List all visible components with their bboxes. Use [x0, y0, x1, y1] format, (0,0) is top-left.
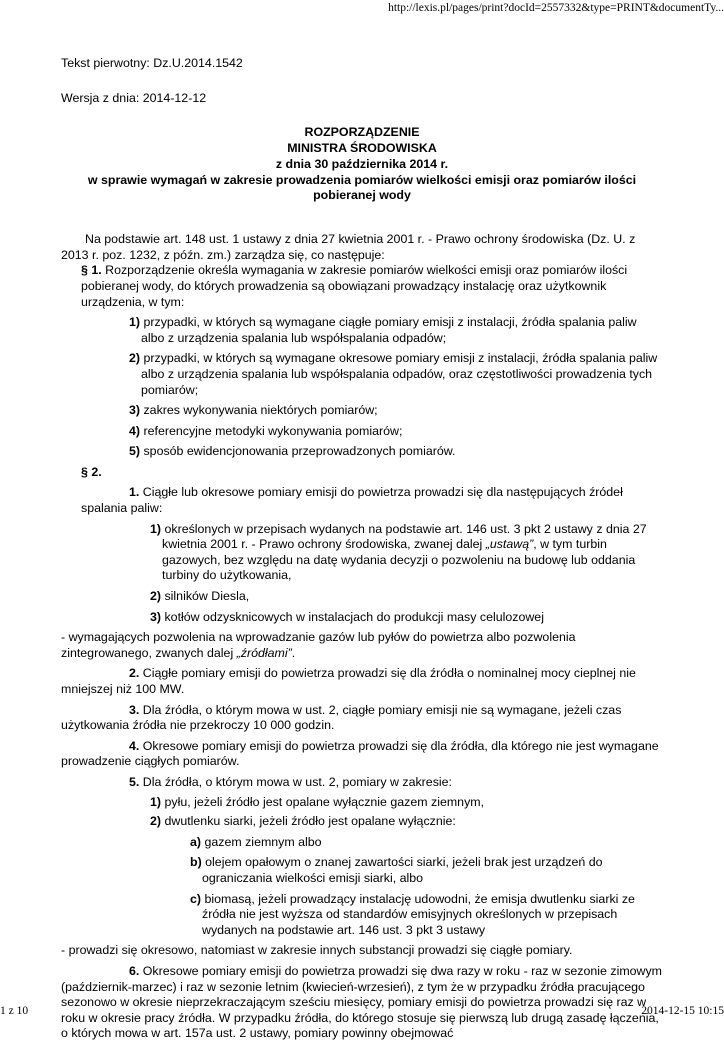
title-line: z dnia 30 października 2014 r.	[275, 156, 449, 171]
list-item	[129, 403, 663, 419]
list-item	[129, 444, 663, 460]
document-body	[61, 56, 663, 1042]
item-number: 3)	[150, 609, 162, 624]
item-number: 3)	[129, 403, 141, 418]
item-text: biomasą, jeżeli prowadzący instalację udowodni, że emisja dwutlenku siarki ze źródła nie jest wyższa od standardów emisyjnych określonych w przepisach wydanych na podstawie art. 146 ust. 3 pkt 3 ustawy	[202, 891, 635, 937]
section-2	[81, 465, 663, 481]
list-item	[150, 610, 663, 626]
sub-item	[190, 835, 663, 851]
sub-item	[190, 892, 663, 939]
section-mark: § 1.	[81, 263, 102, 278]
item-text: olejem opałowym o znanej zawartości siarki, jeżeli brak jest urządzeń do ograniczania wielkości emisji siarki, albo	[202, 855, 603, 885]
item-letter: c)	[190, 891, 202, 906]
section-text: Rozporządzenie określa wymagania w zakresie pomiarów wielkości emisji oraz pomiarów ilości pobieranej wody, do których prowadzenia są obowiązani prowadzący instalację oraz użytkownik urządzenia, w tym:	[81, 263, 628, 309]
paragraph-text: Ciągłe lub okresowe pomiary emisji do powietrza prowadzi się dla następujących źródeł spalania paliw:	[81, 485, 623, 516]
list-item	[150, 522, 663, 584]
list-item	[129, 315, 663, 346]
title-line: MINISTRA ŚRODOWISKA	[287, 140, 437, 155]
item-text: dwutlenku siarki, jeżeli źródło jest opalane wyłącznie:	[164, 814, 456, 829]
item-number: 4)	[129, 423, 141, 438]
print-datetime: 2014-12-15 10:15	[641, 1005, 724, 1018]
paragraph-text: Dla źródła, o którym mowa w ust. 2, pomiary w zakresie:	[142, 774, 452, 789]
paragraph-1	[81, 485, 663, 516]
list-item	[129, 424, 663, 440]
sub-item	[190, 855, 663, 886]
document-title	[61, 125, 663, 204]
paragraph-5	[61, 775, 663, 791]
paragraph-number: 6.	[129, 963, 140, 978]
list-item	[150, 795, 663, 811]
list-item	[150, 589, 663, 605]
original-text-line: Tekst pierwotny: Dz.U.2014.1542	[61, 56, 243, 70]
paragraph-number: 4.	[129, 738, 140, 753]
item-text: pyłu, jeżeli źródło jest opalane wyłącznie gazem ziemnym,	[164, 794, 485, 809]
item-text: określonych w przepisach wydanych na podstawie art. 146 ust. 3 pkt 2 ustawy z dnia 27 kwietnia 2001 r. - Prawo ochrony środowiska, zwanej dalej „ustawą”, w tym turbin gazowych, bez względu na datę wydania decyzji o pozwoleniu na budowę lub oddania turbiny do użytkowania,	[162, 521, 647, 583]
paragraph-number: 2.	[129, 666, 140, 681]
item-number: 2)	[150, 814, 162, 829]
section-1	[81, 263, 663, 310]
title-line: ROZPORZĄDZENIE	[304, 125, 420, 140]
item-text: silników Diesla,	[164, 589, 250, 604]
paragraph-text: Dla źródła, o którym mowa w ust. 2, ciągłe pomiary emisji nie są wymagane, jeżeli czas użytkowania źródła nie przekroczy 10 000 godzin.	[61, 702, 622, 733]
intro-paragraph: Na podstawie art. 148 ust. 1 ustawy z dnia 27 kwietnia 2001 r. - Prawo ochrony środowiska (Dz. U. z 2013 r. poz. 1232, z późn. zm.) zarządza się, co następuje:	[61, 232, 636, 262]
paragraph-3	[61, 703, 663, 734]
item-number: 5)	[129, 444, 141, 459]
item-text: sposób ewidencjonowania przeprowadzonych pomiarów.	[143, 444, 456, 459]
item-text: kotłów odzysknicowych w instalacjach do produkcji masy celulozowej	[164, 609, 544, 624]
title-line: w sprawie wymagań w zakresie prowadzenia pomiarów wielkości emisji oraz pomiarów ilości pobieranej wody	[87, 172, 637, 203]
paragraph-6	[61, 964, 663, 1042]
item-number: 2)	[129, 351, 141, 366]
item-text: referencyjne metodyki wykonywania pomiarów;	[143, 423, 403, 438]
page-indicator: 1 z 10	[0, 1005, 29, 1018]
list-item	[129, 351, 663, 398]
version-line: Wersja z dnia: 2014-12-12	[61, 90, 207, 105]
item-letter: b)	[190, 855, 202, 870]
paragraph-text: Okresowe pomiary emisji do powietrza prowadzi się dla źródła, dla którego nie jest wymagane prowadzenie ciągłych pomiarów.	[61, 738, 659, 769]
item-letter: a)	[190, 834, 202, 849]
item-text: przypadki, w których są wymagane okresowe pomiary emisji z instalacji, źródła spalania paliw albo z urządzenia spalania lub współspalania odpadów, oraz częstotliwości prowadzenia tych pomiarów;	[141, 351, 658, 397]
paragraph-number: 5.	[129, 774, 140, 789]
paragraph-text: Ciągłe pomiary emisji do powietrza prowadzi się dla źródła o nominalnej mocy cieplnej nie mniejszej niż 100 MW.	[61, 666, 636, 697]
item-number: 1)	[150, 794, 162, 809]
paragraph-4	[61, 739, 663, 770]
paragraph-number: 1.	[129, 485, 140, 500]
paragraph-5-tail: - prowadzi się okresowo, natomiast w zakresie innych substancji prowadzi się ciągłe pomiary.	[61, 943, 573, 958]
item-text: gazem ziemnym albo	[204, 834, 322, 849]
item-number: 1)	[150, 521, 162, 536]
item-number: 1)	[129, 315, 141, 330]
list-item	[150, 814, 663, 830]
item-text: zakres wykonywania niektórych pomiarów;	[143, 403, 378, 418]
paragraph-text: Okresowe pomiary emisji do powietrza prowadzi się dwa razy w roku - raz w sezonie zimowym (październik-marzec) i raz w sezonie letnim (kwiecień-wrzesień), z tym że w przypadku źródła pracującego sezonowo w okresie nieprzekraczającym sześciu miesięcy, pomiary emisji do powietrza prowadzi się raz w roku w okresie pracy źródła. W przypadku źródła, do którego stosuje się pierwszą lub drugą zasadę łączenia, o których mowa w art. 157a ust. 2 ustawy, pomiary powinny obejmować	[61, 963, 662, 1041]
item-number: 2)	[150, 589, 162, 604]
paragraph-number: 3.	[129, 702, 140, 717]
paragraph-1-tail: - wymagających pozwolenia na wprowadzanie gazów lub pyłów do powietrza albo pozwolenia zintegrowanego, zwanych dalej „źródłami”.	[61, 630, 576, 660]
item-text: przypadki, w których są wymagane ciągłe pomiary emisji z instalacji, źródła spalania paliw albo z urządzenia spalania lub współspalania odpadów;	[141, 315, 637, 345]
print-url: http://lexis.pl/pages/print?docId=2557332&type=PRINT&documentTy...	[388, 2, 724, 14]
paragraph-2	[61, 666, 663, 697]
section-mark: § 2.	[81, 464, 102, 479]
